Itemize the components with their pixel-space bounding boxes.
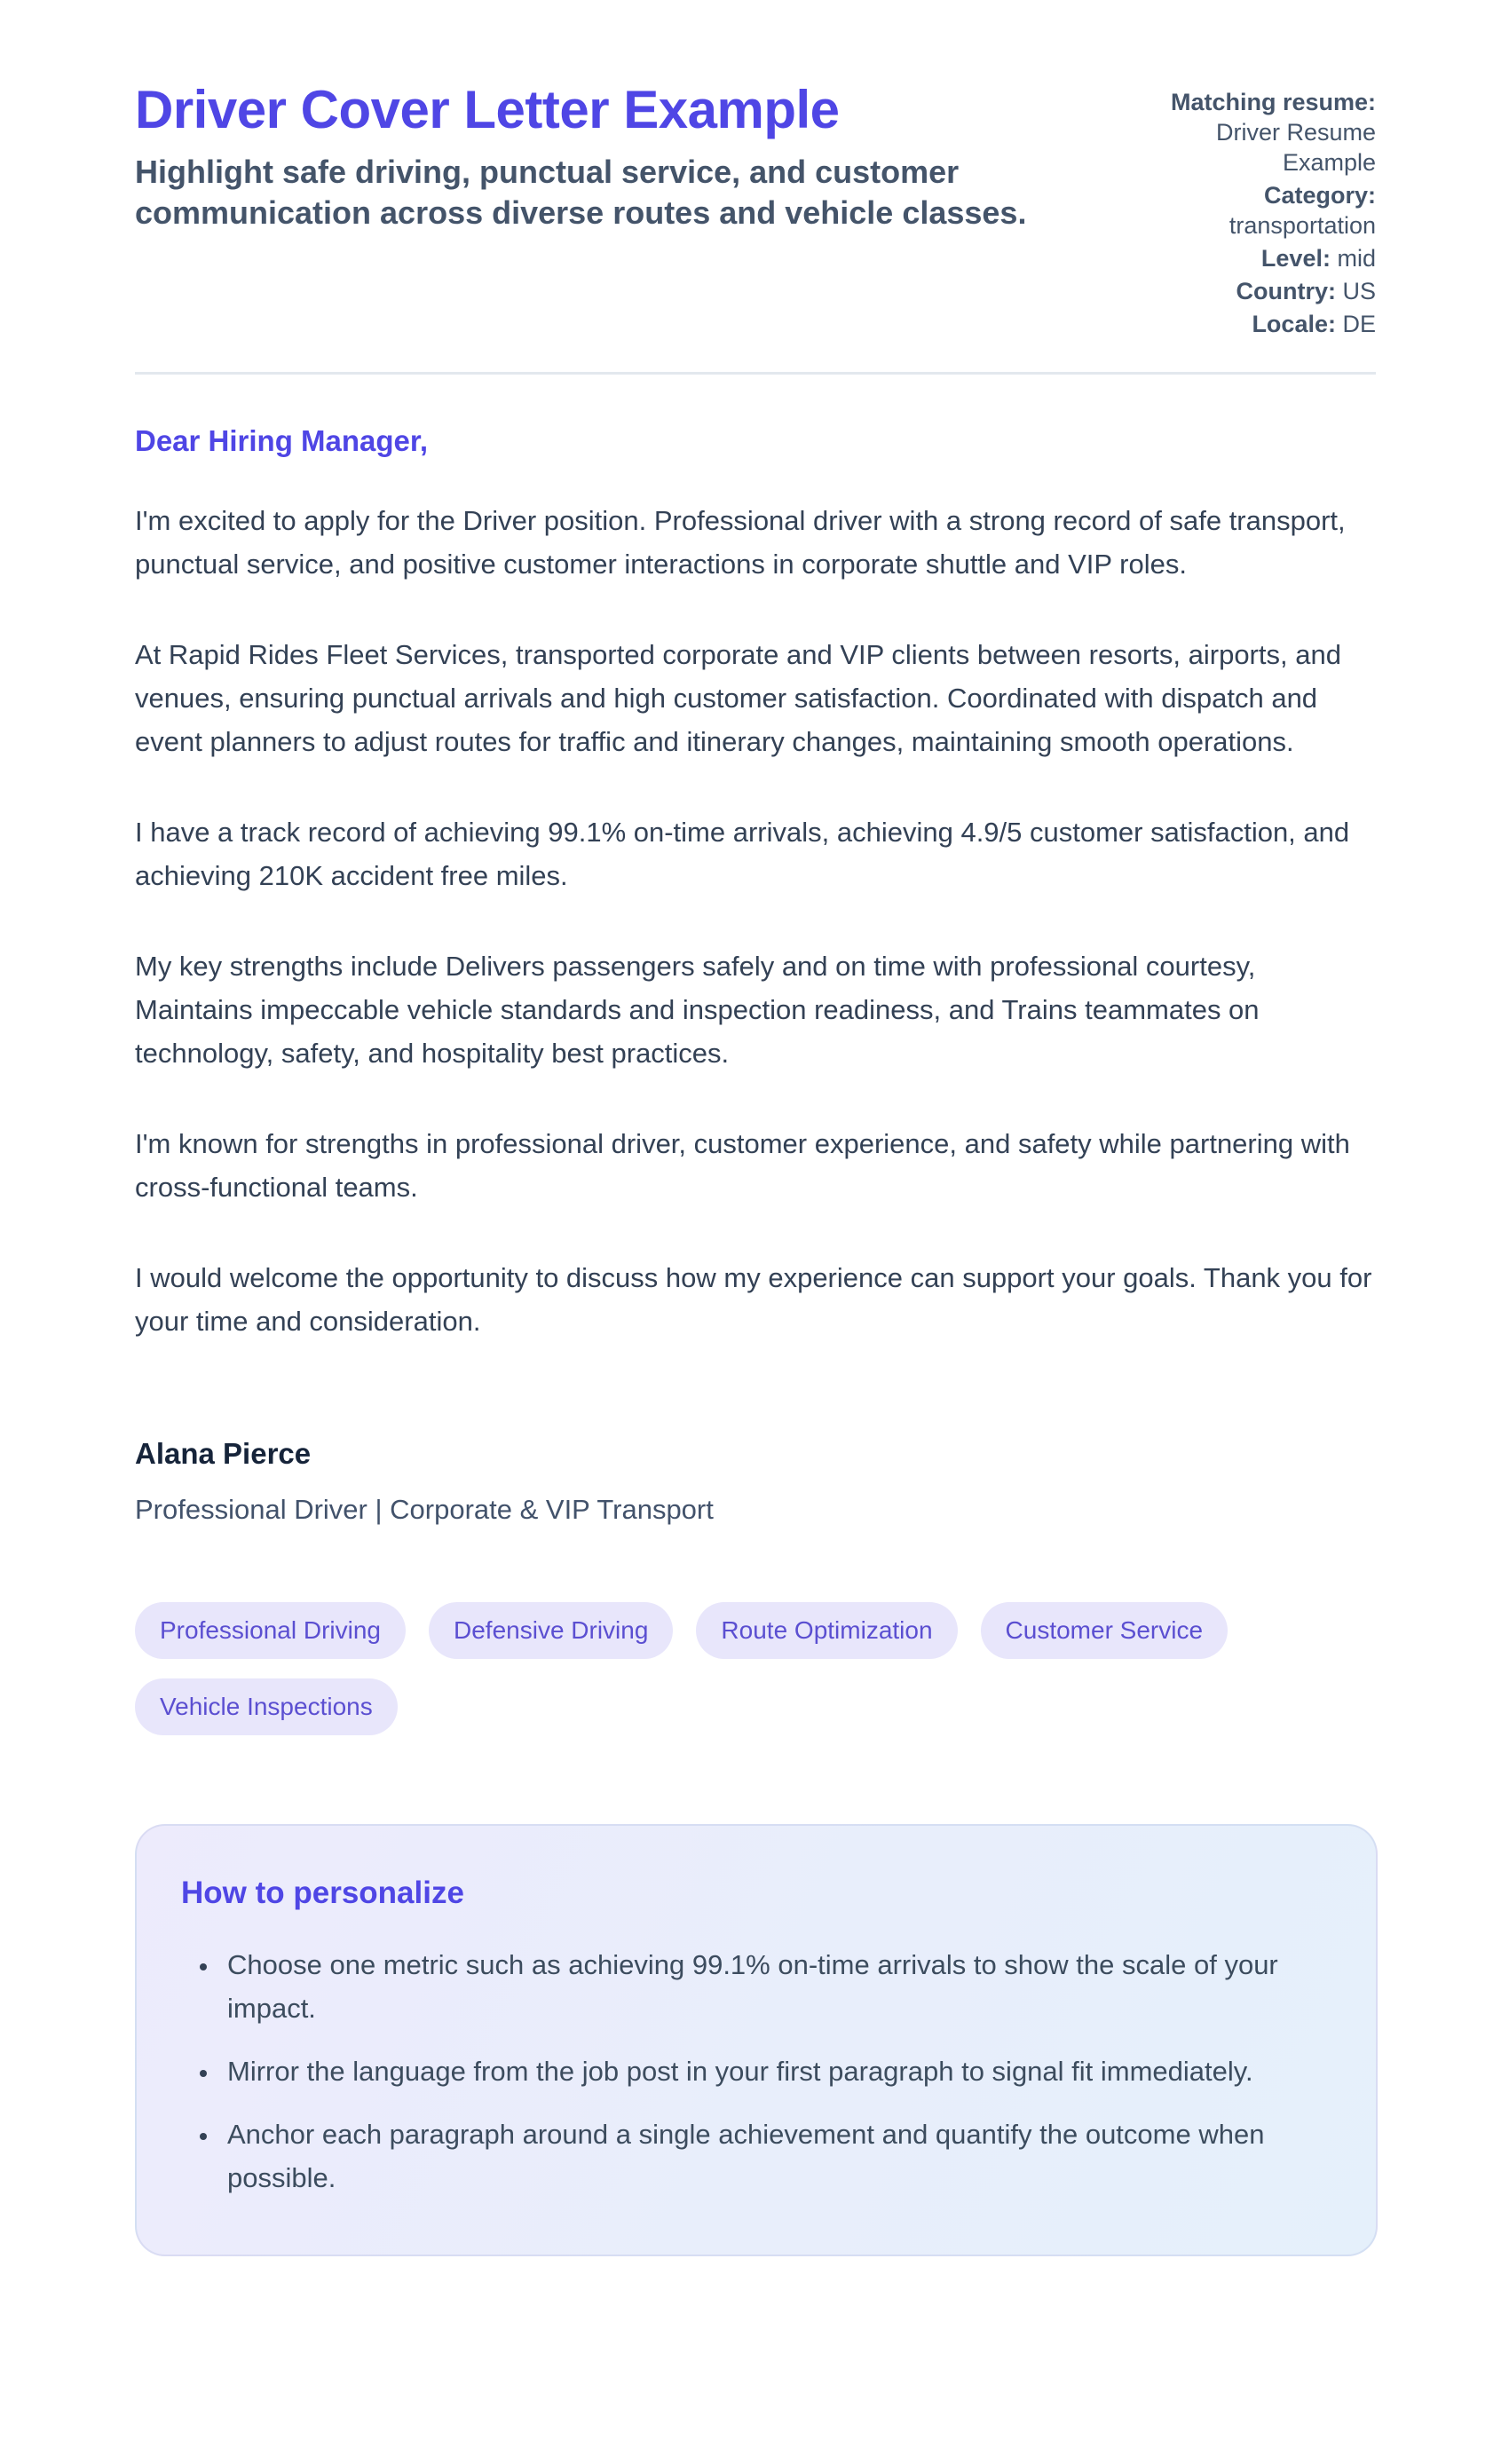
skill-tag: Professional Driving	[135, 1602, 406, 1659]
meta-category-value: transportation	[1229, 212, 1376, 239]
skill-tag-list	[135, 1602, 1376, 1735]
header-title-block	[135, 82, 1094, 233]
meta-category	[1152, 180, 1376, 241]
letter-paragraph: My key strengths include Delivers passengers safely and on time with professional courtesy, Maintains impeccable vehicle standards and inspection readiness, and Trains teammates on technology, safety, and hospitality best practices.	[135, 951, 1260, 1069]
letter-paragraphs	[135, 499, 1376, 1343]
page-title: Driver Cover Letter Example	[135, 80, 840, 139]
meta-level-label: Level:	[1260, 245, 1331, 272]
signature-role: Professional Driver | Corporate & VIP Transport	[135, 1494, 714, 1525]
meta-country-label: Country:	[1236, 278, 1336, 304]
meta-locale	[1152, 309, 1376, 339]
letter-paragraph: I have a track record of achieving 99.1% on-time arrivals, achieving 4.9/5 customer satisfaction, and achieving 210K accident free miles.	[135, 817, 1350, 891]
signature-name: Alana Pierce	[135, 1437, 312, 1470]
meta-level	[1152, 243, 1376, 273]
meta-country	[1152, 276, 1376, 306]
how-to-personalize-box	[135, 1824, 1378, 2256]
meta-matching-resume	[1152, 87, 1376, 178]
meta-country-value: US	[1342, 278, 1376, 304]
meta-matching-resume-value: Driver Resume Example	[1215, 119, 1376, 176]
tips-title: How to personalize	[181, 1876, 464, 1910]
letter-paragraph: I would welcome the opportunity to discuss how my experience can support your goals. Thank you for your time and consideration.	[135, 1262, 1372, 1337]
tips-list	[181, 1943, 1331, 2199]
letter-paragraph: I'm excited to apply for the Driver position. Professional driver with a strong record of safe transport, punctual service, and positive customer interactions in corporate shuttle and VIP roles.	[135, 505, 1346, 580]
header-divider	[135, 372, 1376, 375]
page-subtitle: Highlight safe driving, punctual service, and customer communication across diverse routes and vehicle classes.	[135, 153, 1027, 231]
skill-tag: Vehicle Inspections	[135, 1678, 398, 1735]
letter-signature	[135, 1437, 1376, 1526]
letter-paragraph: I'm known for strengths in professional driver, customer experience, and safety while partnering with cross-functional teams.	[135, 1128, 1350, 1203]
meta-locale-label: Locale:	[1252, 311, 1336, 337]
letter-greeting: Dear Hiring Manager,	[135, 424, 429, 457]
meta-level-value: mid	[1337, 245, 1376, 272]
skill-tag: Route Optimization	[696, 1602, 957, 1659]
meta-category-label: Category:	[1263, 182, 1376, 209]
cover-letter-body	[135, 424, 1376, 1526]
resume-meta-panel	[1152, 82, 1376, 342]
skill-tag: Customer Service	[981, 1602, 1229, 1659]
tip-item: • Mirror the language from the job post in your first paragraph to signal fit immediately.	[220, 2049, 1312, 2093]
page-header	[135, 82, 1376, 342]
tip-item: • Anchor each paragraph around a single achievement and quantify the outcome when possible.	[220, 2113, 1312, 2199]
tip-item: • Choose one metric such as achieving 99.1% on-time arrivals to show the scale of your impact.	[220, 1943, 1312, 2030]
skill-tag: Defensive Driving	[429, 1602, 673, 1659]
meta-locale-value: DE	[1342, 311, 1376, 337]
letter-paragraph: At Rapid Rides Fleet Services, transported corporate and VIP clients between resorts, airports, and venues, ensuring punctual arrivals and high customer satisfaction. Coordinated with dispatch and event planners to adjust routes for traffic and itinerary changes, maintaining smooth operations.	[135, 639, 1341, 757]
meta-matching-resume-label: Matching resume:	[1170, 89, 1376, 115]
